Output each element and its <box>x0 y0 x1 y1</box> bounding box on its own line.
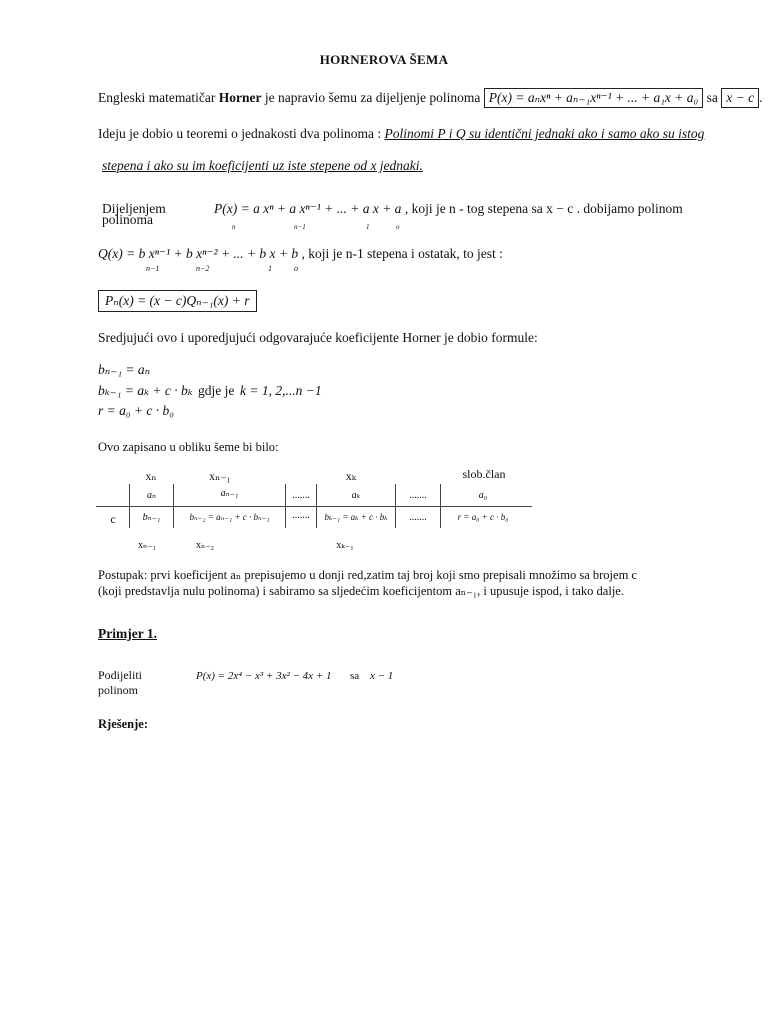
division-word-2: polinoma <box>102 212 153 227</box>
scheme-r1-dots-2: ....... <box>409 490 427 501</box>
scheme-footer-xn-2: xₙ₋₂ <box>195 540 215 551</box>
q-sub-o: o <box>294 264 298 273</box>
formula-range: k = 1, 2,...n −1 <box>240 383 322 398</box>
scheme-r2-bn-1: bₙ₋₁ <box>142 512 161 523</box>
division-words <box>102 203 166 225</box>
scheme-r2-dots-2: ....... <box>409 512 427 523</box>
scheme-header-slob: slob.član <box>462 467 506 481</box>
p-sub-n: n <box>232 223 236 231</box>
scheme-r1-ak: aₖ <box>351 490 361 501</box>
division-p-line <box>214 201 683 217</box>
idea-line-1 <box>98 126 704 142</box>
scheme-r1-an-1: aₙ₋₁ <box>220 488 239 499</box>
intro-mid: je napravio šemu za dijeljenje polinoma <box>264 90 481 105</box>
example-polynomial: P(x) = 2x⁴ − x³ + 3x² − 4x + 1 <box>196 670 332 682</box>
p-sub-o: o <box>396 223 400 231</box>
scheme-header-xn: xₙ <box>145 469 157 483</box>
example-label-2: polinom <box>98 683 139 697</box>
scheme-header-xn-1: xₙ₋₁ <box>209 469 231 483</box>
scheme-r1-an: aₙ <box>146 490 157 501</box>
scheme-r1-a0: a₀ <box>478 490 488 501</box>
scheme-footer-xk-1: xₖ₋₁ <box>336 540 354 551</box>
procedure-line-1: Postupak: prvi koeficijent aₙ prepisujemo u donji red,zatim taj broj koji smo prepisali množimo sa brojem c <box>98 568 637 582</box>
formula-1: bₙ₋₁ = aₙ <box>98 362 151 377</box>
intro-end: . <box>759 90 763 105</box>
scheme-r2-label-c: c <box>110 512 116 526</box>
intro-divisor: x − c <box>721 88 759 108</box>
scheme-r2-bn-2: bₙ₋₂ = aₙ₋₁ + c · bₙ₋₁ <box>189 512 270 522</box>
scheme-hline <box>96 506 532 507</box>
scheme-r1-dots-1: ....... <box>292 490 310 501</box>
example-sa: sa <box>350 670 360 682</box>
intro-formula: P(x) = aₙxⁿ + aₙ₋₁xⁿ⁻¹ + ... + a₁x + a₀ <box>484 88 703 108</box>
example-heading: Primjer 1. <box>98 626 157 641</box>
scheme-r2-r: r = a₀ + c · b₀ <box>457 512 509 522</box>
example-divisor: x − 1 <box>370 670 394 682</box>
intro-name: Horner <box>218 90 262 105</box>
formula-3: r = a₀ + c · b₀ <box>98 403 174 418</box>
q-sub-1: 1 <box>268 264 272 273</box>
intro-line <box>98 88 762 108</box>
example-label <box>98 668 142 698</box>
formula-2: bₖ₋₁ = aₖ + c · bₖ <box>98 383 193 398</box>
division-q-tail: , koji je n-1 stepena i ostatak, to jest : <box>301 246 503 261</box>
p-sub-1: 1 <box>366 223 370 231</box>
division-q-formula: Q(x) = b xⁿ⁻¹ + b xⁿ⁻² + ... + b x + b <box>98 246 299 261</box>
division-p-formula: P(x) = a xⁿ + a xⁿ⁻¹ + ... + a x + a <box>214 201 402 216</box>
division-q-line <box>98 246 503 262</box>
q-sub-n-2: n−2 <box>196 264 210 273</box>
theorem-line-2: stepena i ako su im koeficijenti uz iste stepene od x jednaki. <box>102 158 423 173</box>
example-label-1: Podijeliti <box>98 668 143 682</box>
q-sub-n-1: n−1 <box>146 264 160 273</box>
intro-pre: Engleski matematičar <box>98 90 216 105</box>
scheme-r2-bk-1: bₖ₋₁ = aₖ + c · bₖ <box>324 512 388 522</box>
identity-box-wrap <box>98 290 257 312</box>
intro-sa: sa <box>706 90 718 105</box>
page-title: HORNEROVA ŠEMA <box>319 52 449 67</box>
scheme-footer-xn-1: xₙ₋₁ <box>137 540 157 551</box>
identity-formula: Pₙ(x) = (x − c)Qₙ₋₁(x) + r <box>98 290 257 312</box>
division-word-1: Dijeljenjem <box>102 201 166 216</box>
formula-gdje: gdje je <box>198 383 235 398</box>
idea-lead: Ideju je dobio u teoremi o jednakosti dva polinoma : <box>98 126 382 141</box>
p-sub-n-1: n−1 <box>294 223 306 231</box>
scheme-header-xk: xₖ <box>345 469 357 483</box>
division-p-tail: , koji je n - tog stepena sa x − c . dobijamo polinom <box>404 201 683 216</box>
scheme-r2-dots-1: ....... <box>292 510 310 521</box>
theorem-line-1: Polinomi P i Q su identični jednaki ako i samo ako su istog <box>384 126 705 141</box>
procedure-line-2: (koji predstavlja nulu polinoma) i sabiramo sa sljedećim koeficijentom aₙ₋₁, i upusuje ispod, i tako dalje. <box>98 584 624 598</box>
formulas-lead: Sredjujući ovo i uporedjujući odgovarajuće koeficijente Horner je dobio formule: <box>98 330 538 345</box>
solution-heading: Rješenje: <box>98 717 148 731</box>
scheme-lead: Ovo zapisano u obliku šeme bi bilo: <box>98 440 279 454</box>
